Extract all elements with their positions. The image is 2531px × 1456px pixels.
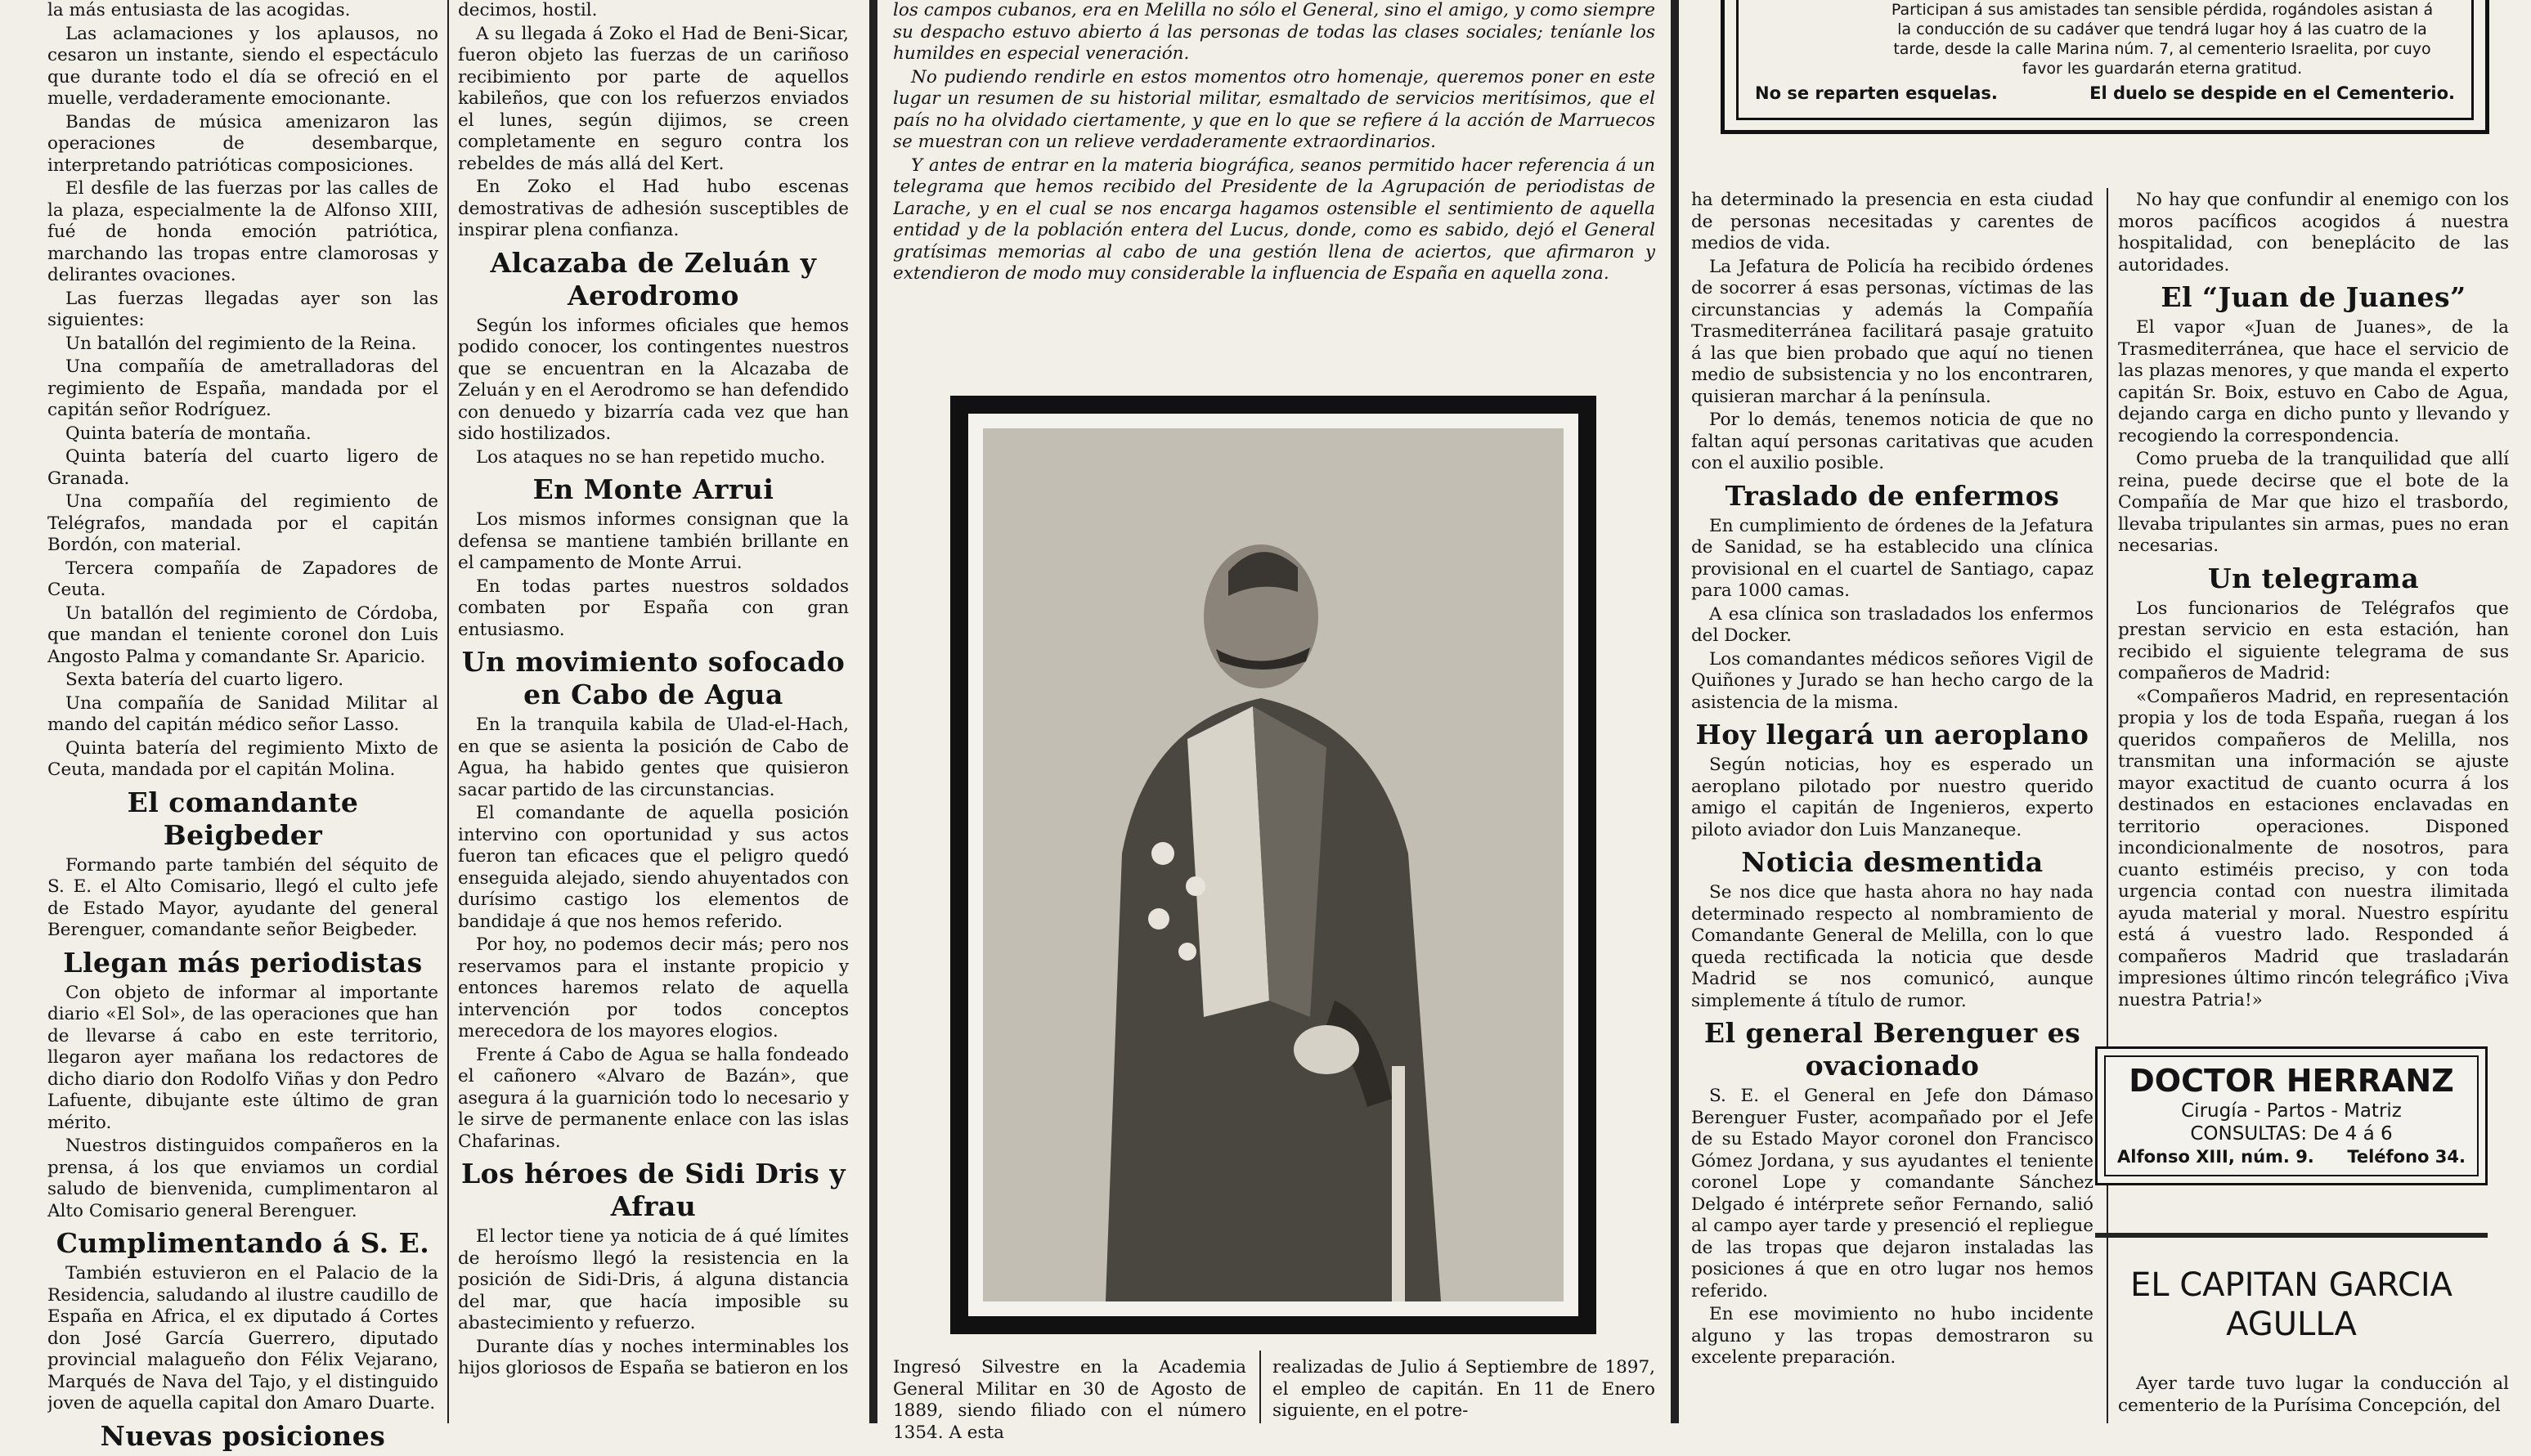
heading-juan-de-juanes: El “Juan de Juanes” <box>2161 281 2466 313</box>
heading-monte-arrui: En Monte Arrui <box>532 473 774 505</box>
paragraph-alcazaba-2: Los ataques no se han repetido mucho. <box>476 446 826 468</box>
ad-specialties: Cirugía - Partos - Matriz <box>2181 1100 2402 1122</box>
paragraph-traslado-2: A esa clínica son trasladados los enfermos del Docker. <box>1691 603 2093 646</box>
mourning-border-left <box>869 0 877 1423</box>
paragraph-movimiento-2: El comandante de aquella posición intervino con oportunidad y sus actos fueron tan eficaces que el peligro quedó enseguida alejado, siendo ahuyentados con durísimo castigo los elementos de bandidaje á que nos hemos referido. <box>458 803 849 932</box>
paragraph-col1-6: Un batallón del regimiento de la Reina. <box>65 333 417 354</box>
paragraph-col1-13: Sexta batería del cuarto ligero. <box>65 670 344 690</box>
paragraph-heroes-1: El lector tiene ya noticia de á qué límites de heroísmo llegó la resistencia en la posición de Sidi-Dris, á alguna distancia del mar, que hacía imposible su abastecimiento y refuerzo. <box>458 1226 849 1333</box>
mourning-border-right <box>1671 0 1679 1423</box>
column-rule <box>447 0 449 1423</box>
paragraph-col4-2: La Jefatura de Policía ha recibido órdenes de socorrer á esas personas, víctimas de las circunstancias y además la Compañía Trasmediterránea facilitará pasaje gratuito á las que bien probado que aquí no tienen medio de subsistencia y no los encontraren, quisieran marchar á la península. <box>1691 256 2093 407</box>
portrait-illustration <box>983 428 1564 1301</box>
paragraph-obituary-1: los campos cubanos, era en Melilla no sólo el General, sino el amigo, y como siempre su despacho estuvo abierto á las personas de todas las clases sociales; teníanle los humildes en especial veneración. <box>893 0 1655 64</box>
paragraph-traslado-3: Los comandantes médicos señores Vigil de Quiñones y Jurado se han hecho cargo de la asistencia de la misma. <box>1691 648 2093 713</box>
paragraph-col1-10: Una compañía del regimiento de Telégrafos, mandada por el capitán Bordón, con material. <box>47 491 438 555</box>
column-rule <box>2107 188 2108 1423</box>
paragraph-alcazaba-1: Según los informes oficiales que hemos podido conocer, los contingentes nuestros que se encuentran en la Alcazaba de Zeluán y en el Aerodromo se han defendido con denuedo y bizarría cada vez que han sido hostilizados. <box>458 315 849 444</box>
heading-cumplimentando: Cumplimentando á S. E. <box>56 1227 430 1259</box>
paragraph-col1-14: Una compañía de Sanidad Militar al mando del capitán médico señor Lasso. <box>47 692 438 735</box>
column-rule <box>1259 1351 1261 1423</box>
paragraph-col1-15: Quinta batería del regimiento Mixto de Ceuta, mandada por el capitán Molina. <box>47 737 438 780</box>
paragraph-traslado-1: En cumplimiento de órdenes de la Jefatura de Sanidad, se ha establecido una clínica provisional en el cuartel de Santiago, capaz para 1000 camas. <box>1691 515 2093 601</box>
column-5 <box>2118 190 2509 1024</box>
paragraph-col1-11: Tercera compañía de Zapadores de Ceuta. <box>47 558 438 600</box>
paragraph-capitan: Ayer tarde tuvo lugar la conducción al cementerio de la Purísima Concepción, del <box>2118 1373 2509 1416</box>
paragraph-col2-1: decimos, hostil. <box>458 0 598 20</box>
paragraph-arrui-2: En todas partes nuestros soldados combaten por España con gran entusiasmo. <box>458 576 849 640</box>
notice-no-esquelas: No se reparten esquelas. <box>1755 83 1998 103</box>
paragraph-bio-left: Ingresó Silvestre en la Academia General Militar en 30 de Agosto de 1889, siendo filiado con el número 1354. A esta <box>893 1357 1246 1443</box>
paragraph-beigbeder: Formando parte también del séquito de S. E. el Alto Comisario, llegó el culto jefe de Estado Mayor, ayudante del general Berenguer, comandante señor Beigbeder. <box>47 854 438 940</box>
heading-aeroplano: Hoy llegará un aeroplano <box>1695 719 2089 750</box>
heading-berenguer: El general Berenguer es ovacionado <box>1703 1017 2081 1082</box>
paragraph-heroes-2: Durante días y noches interminables los hijos gloriosos de España se batieron en los <box>458 1336 849 1378</box>
paragraph-berenguer-2: En ese movimiento no hubo incidente alguno y las tropas demostraron su excelente preparación. <box>1691 1304 2093 1368</box>
paragraph-periodistas-1: Con objeto de informar al importante diario «El Sol», de las operaciones que han de llevarse á cabo en este territorio, llegaron ayer mañana los redactores de dicho diario don Rodolfo Viñas y don Pedro Lafuente, dibujante este último de gran mérito. <box>47 982 438 1133</box>
paragraph-col2-2: A su llegada á Zoko el Had de Beni-Sicar, fueron objeto las fuerzas de un cariñoso recibimiento por parte de aquellos kabileños, que con los refuerzos enviados el lunes, según dijimos, se creen completamente en seguro contra los rebeldes de más allá del Kert. <box>458 23 849 174</box>
paragraph-aeroplano: Según noticias, hoy es esperado un aeroplano pilotado por nuestro querido amigo el capitán de Ingenieros, experto piloto aviador don Luis Manzaneque. <box>1691 755 2093 840</box>
ad-hours: CONSULTAS: De 4 á 6 <box>2190 1123 2393 1145</box>
paragraph-col1-9: Quinta batería del cuarto ligero de Granada. <box>47 446 438 489</box>
column-1 <box>47 0 438 1456</box>
funeral-notice <box>1721 0 2489 134</box>
paragraph-col4-1: ha determinado la presencia en esta ciudad de personas necesitadas y carentes de medios de vida. <box>1691 190 2093 253</box>
heading-alcazaba: Alcazaba de Zeluán y Aerodromo <box>490 246 817 311</box>
col1-intro <box>47 0 438 782</box>
heading-nuevas-posiciones: Nuevas posiciones <box>100 1419 386 1452</box>
notice-text: Participan á sus amistades tan sensible pérdida, rogándoles asistan á la conducción de su cadáver que tendrá lugar hoy á las cuatro de la tarde, desde la calle Marina núm. 7, al cementerio Israelita, por cuyo favor les guardarán eterna gratitud. <box>1891 1 2434 78</box>
paragraph-col1-7: Una compañía de ametralladoras del regimiento de España, mandada por el capitán señor Rodríguez. <box>47 356 438 420</box>
heading-desmentida: Noticia desmentida <box>1741 846 2044 878</box>
paragraph-juanes-1: El vapor «Juan de Juanes», de la Trasmediterránea, que hace el servicio de las plazas menores, y que manda el experto capitán Sr. Boix, estuvo en Cabo de Agua, dejando carga en dicho punto y llevando y recogiendo la correspondencia. <box>2118 317 2509 446</box>
paragraph-col1-4: El desfile de las fuerzas por las calles de la plaza, especialmente la de Alfonso XIII, fué de honda emoción patriótica, marchando las tropas entre clamorosas y delirantes ovaciones. <box>47 178 438 285</box>
section-rule <box>2095 1233 2488 1238</box>
heading-traslado: Traslado de enfermos <box>1725 479 2060 512</box>
ad-doctor-name: DOCTOR HERRANZ <box>2129 1063 2454 1099</box>
col2-intro <box>458 0 849 242</box>
column-3-text <box>893 0 1655 384</box>
paragraph-telegrama-1: Los funcionarios de Telégrafos que prestan servicio en esta estación, han recibido el siguiente telegrama de sus compañeros de Madrid: <box>2118 598 2509 683</box>
column-2 <box>458 0 849 1382</box>
paragraph-col1-3: Bandas de música amenizaron las operaciones de desembarque, interpretando patrióticas composiciones. <box>47 111 438 176</box>
paragraph-col1-1: la más entusiasta de las acogidas. <box>47 0 351 20</box>
paragraph-telegrama-2: «Compañeros Madrid, en representación propia y los de toda España, ruegan á los queridos compañeros de Melilla, nos transmitan una información se ajuste mayor exactitud de cuanto ocurra á los destinados en estaciones enclavadas en territorio operaciones. Disponed incondicionalmente de nosotros, para cuanto estiméis preciso, y con toda urgencia contad con nuestra ilimitada ayuda material y moral. Nuestro espíritu está á vuestro lado. Responded á compañeros Madrid que trasladarán impresiones último rincón telegráfico ¡Viva nuestra Patria!» <box>2118 686 2509 1010</box>
column-4 <box>1691 190 2093 1371</box>
heading-telegrama: Un telegrama <box>2207 562 2420 594</box>
paragraph-movimiento-3: Por hoy, no podemos decir más; pero nos reservamos para el instante propicio y entonces haremos relato de aquella intervención por todos conceptos merecedora de los mayores elogios. <box>458 934 849 1042</box>
paragraph-obituary-2: No pudiendo rendirle en estos momentos otro homenaje, queremos poner en este lugar un resumen de su historial militar, esmaltado de servicios meritísimos, que el país no ha olvidado ciertamente, y que en lo que se refiere á la acción de Marruecos se muestran con un relieve verdaderamente extraordinarios. <box>893 66 1655 152</box>
paragraph-moros: No hay que confundir al enemigo con los moros pacíficos acogidos á nuestra hospitalidad, con beneplácito de las autoridades. <box>2118 190 2509 276</box>
col4-intro <box>1691 190 2093 475</box>
paragraph-movimiento-1: En la tranquila kabila de Ulad-el-Hach, en que se asienta la posición de Cabo de Agua, ha habido gentes que quisieron sacar partido de las circunstancias. <box>458 715 849 800</box>
portrait-general-silvestre <box>950 396 1596 1334</box>
paragraph-periodistas-2: Nuestros distinguidos compañeros en la prensa, á los que enviamos un cordial saludo de bienvenida, cumplimentaron al Alto Comisario general Berenguer. <box>47 1136 438 1221</box>
paragraph-col1-8: Quinta batería de montaña. <box>65 423 312 444</box>
paragraph-desmentida: Se nos dice que hasta ahora no hay nada determinado respecto al nombramiento de Comandante General de Melilla, con lo que queda rectificada la noticia que desde Madrid se nos comunicó, aunque simplemente á título de rumor. <box>1691 882 2093 1011</box>
doctor-herranz-ad <box>2095 1046 2488 1185</box>
paragraph-berenguer-1: S. E. el General en Jefe don Dámaso Berenguer Fuster, acompañado por el Jefe de su Estado Mayor coronel don Francisco Gómez Jordana, y sus ayudantes el teniente coronel Lope y comandante Sánchez Delgado é intérprete señor Fernando, salió al campo ayer tarde y presenció el repliegue de las tropas que dejaron instaladas las posiciones á que en otro lugar nos hemos referido. <box>1691 1086 2093 1301</box>
paragraph-movimiento-4: Frente á Cabo de Agua se halla fondeado el cañonero «Alvaro de Bazán», que asegura á la guarnición todo lo necesario y le sirve de permanente enlace con las islas Chafarinas. <box>458 1044 849 1152</box>
paragraph-juanes-2: Como prueba de la tranquilidad que allí reina, puede decirse que el bote de la Compañía de Mar que hizo el trasbordo, llevaba tripulantes sin armas, pues no eran necesarias. <box>2118 449 2509 556</box>
heading-capitan-garcia-agulla: EL CAPITAN GARCIA AGULLA <box>2129 1266 2453 1343</box>
paragraph-bio-right: realizadas de Julio á Septiembre de 1897, el empleo de capitán. En 11 de Enero siguiente, en el potre- <box>1272 1357 1655 1421</box>
heading-beigbeder: El comandante Beigbeder <box>127 786 359 851</box>
paragraph-cumplimentando: También estuvieron en el Palacio de la Residencia, saludando al ilustre caudillo de España en Africa, el ex diputado á Cortes don José García Guerrero, diputado provincial malagueño don Félix Vejarano, Marqués de Nava del Tajo, y el distinguido joven de aquella capital don Amaro Duarte. <box>47 1263 438 1413</box>
heading-heroes: Los héroes de Sidi Dris y Afrau <box>460 1158 846 1222</box>
heading-periodistas: Llegan más periodistas <box>63 946 423 979</box>
paragraph-col2-3: En Zoko el Had hubo escenas demostrativas de adhesión susceptibles de inspirar plena confianza. <box>458 177 849 240</box>
paragraph-col1-5: Las fuerzas llegadas ayer son las siguientes: <box>47 288 438 330</box>
paragraph-col4-3: Por lo demás, tenemos noticia de que no faltan aquí personas caritativas que acuden con el auxilio posible. <box>1691 410 2093 473</box>
ad-phone: Teléfono 34. <box>2347 1147 2466 1167</box>
paragraph-col1-12: Un batallón del regimiento de Córdoba, que mandan el teniente coronel don Luis Angosto Palma y comandante Sr. Aparicio. <box>47 603 438 667</box>
paragraph-col1-2: Las aclamaciones y los aplausos, no cesaron un instante, siendo el espectáculo que durante todo el día se ofreció en el muelle, verdaderamente emocionante. <box>47 23 438 109</box>
paragraph-obituary-3: Y antes de entrar en la materia biográfica, seanos permitido hacer referencia á un telegrama que hemos recibido del Presidente de la Agrupación de periodistas de Larache, y en el cual se nos encarga hagamos ostensible el sentimiento de aquella entidad y de la población entera del Lucus, donde, como es sabido, dejó el General gratísimas memorias al cabo de una gestión llena de aciertos, que afirmaron y extendieron de modo muy considerable la influencia de España en aquella zona. <box>893 155 1655 284</box>
notice-duelo: El duelo se despide en el Cementerio. <box>2089 83 2455 103</box>
paragraph-capitan-container <box>2118 1373 2509 1423</box>
ad-address: Alfonso XIII, núm. 9. <box>2117 1147 2314 1167</box>
paragraph-arrui-1: Los mismos informes consignan que la defensa se mantiene también brillante en el campamento de Monte Arrui. <box>458 509 849 573</box>
heading-movimiento: Un movimiento sofocado en Cabo de Agua <box>461 646 846 710</box>
